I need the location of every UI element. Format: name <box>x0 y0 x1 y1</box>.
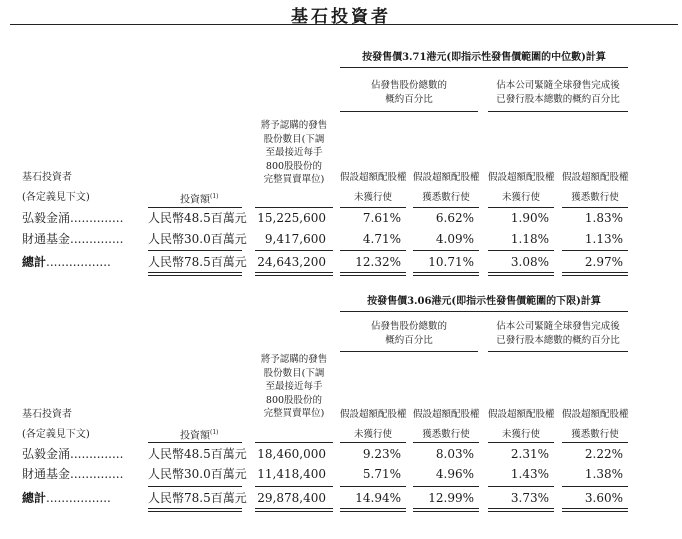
total-rule-c4 <box>562 486 628 487</box>
total-pct-total-fully-exercised: 3.60% <box>584 491 623 505</box>
section-heading-rule <box>340 311 628 312</box>
pct-offer-fully-exercised: 4.96% <box>435 467 474 481</box>
title-rule <box>10 24 678 25</box>
col-not-exercised-total: 假設超額配股權 未獲行使 <box>488 409 555 440</box>
investor-header: 基石投資者 (各定義見下文) <box>22 172 90 203</box>
total-shares: 29,878,400 <box>257 491 326 505</box>
header-rule-amount <box>148 207 242 208</box>
investment-amount: 人民幣30.0百萬元 <box>148 232 247 246</box>
double-rule-c3 <box>488 508 554 512</box>
investor-header: 基石投資者 (各定義見下文) <box>22 409 90 440</box>
total-amount: 人民幣78.5百萬元 <box>148 491 247 505</box>
total-pct-total-not-exercised: 3.08% <box>510 255 549 269</box>
shares-count: 18,460,000 <box>257 447 326 461</box>
double-rule-c2 <box>413 508 479 512</box>
total-rule-shares <box>255 250 333 251</box>
total-pct-offer-not-exercised: 12.32% <box>355 255 401 269</box>
amount-header: 投資額$^{(1)}$ <box>180 429 219 442</box>
pct-total-not-exercised: 1.18% <box>510 232 549 246</box>
col-fully-exercised-offer: 假設超額配股權 獲悉數行使 <box>413 172 480 203</box>
total-rule-amount <box>148 250 242 251</box>
shares-count: 11,418,400 <box>257 467 326 481</box>
section-heading: 按發售價3.06港元(即指示性發售價範圍的下限)計算 <box>367 296 601 307</box>
col-not-exercised-offer: 假設超額配股權 未獲行使 <box>340 409 407 440</box>
double-rule-amount <box>148 508 242 512</box>
total-label: 總計................. <box>22 491 111 505</box>
pct-total-not-exercised: 1.90% <box>510 211 549 225</box>
header-rule-c4 <box>562 442 628 443</box>
double-rule-c4 <box>562 508 628 512</box>
col-fully-exercised-offer: 假設超額配股權 獲悉數行使 <box>413 409 480 440</box>
total-pct-offer-fully-exercised: 10.71% <box>428 255 474 269</box>
total-pct-offer-fully-exercised: 12.99% <box>428 491 474 505</box>
col-fully-exercised-total: 假設超額配股權 獲悉數行使 <box>562 409 629 440</box>
total-rule-amount <box>148 486 242 487</box>
double-rule-shares <box>255 508 333 512</box>
shares-header: 將予認購的發售 股份數目(下調 至最接近每手 800股股份的 完整買賣單位) <box>260 354 328 419</box>
double-rule-c2 <box>413 272 479 276</box>
header-rule-c1 <box>340 207 406 208</box>
double-rule-shares <box>255 272 333 276</box>
pct-offer-not-exercised: 9.23% <box>362 447 401 461</box>
pct-offer-not-exercised: 5.71% <box>362 467 401 481</box>
col-fully-exercised-total: 假設超額配股權 獲悉數行使 <box>562 172 629 203</box>
total-pct-total-not-exercised: 3.73% <box>510 491 549 505</box>
total-pct-offer-not-exercised: 14.94% <box>355 491 401 505</box>
col-not-exercised-offer: 假設超額配股權 未獲行使 <box>340 172 407 203</box>
double-rule-amount <box>148 272 242 276</box>
total-amount: 人民幣78.5百萬元 <box>148 255 247 269</box>
header-rule-shares <box>255 207 333 208</box>
group-header-total: 佔本公司緊隨全球發售完成後 已發行股本總數的概約百分比 <box>496 321 620 346</box>
header-rule-amount <box>148 442 242 443</box>
shares-count: 9,417,600 <box>264 232 326 246</box>
investor-name: 財通基金.............. <box>22 467 124 481</box>
pct-total-fully-exercised: 2.22% <box>584 447 623 461</box>
header-rule-c2 <box>413 207 479 208</box>
total-rule-c2 <box>413 250 479 251</box>
double-rule-c1 <box>340 508 406 512</box>
pct-offer-fully-exercised: 8.03% <box>435 447 474 461</box>
pct-total-fully-exercised: 1.13% <box>584 232 623 246</box>
group-rule-offer <box>340 111 478 112</box>
double-rule-c1 <box>340 272 406 276</box>
pct-offer-fully-exercised: 6.62% <box>435 211 474 225</box>
investment-amount: 人民幣30.0百萬元 <box>148 467 247 481</box>
header-rule-c3 <box>488 207 554 208</box>
pct-total-fully-exercised: 1.83% <box>584 211 623 225</box>
page-title: 基石投資者 <box>291 7 391 27</box>
group-rule-total <box>488 111 628 112</box>
pct-offer-not-exercised: 4.71% <box>362 232 401 246</box>
investor-name: 弘毅金涌.............. <box>22 211 124 225</box>
shares-count: 15,225,600 <box>257 211 326 225</box>
header-rule-c2 <box>413 442 479 443</box>
group-rule-total <box>488 351 628 352</box>
pct-total-fully-exercised: 1.38% <box>584 467 623 481</box>
total-pct-total-fully-exercised: 2.97% <box>584 255 623 269</box>
total-rule-c3 <box>488 486 554 487</box>
total-rule-c2 <box>413 486 479 487</box>
group-header-total: 佔本公司緊隨全球發售完成後 已發行股本總數的概約百分比 <box>496 80 620 105</box>
amount-header: 投資額$^{(1)}$ <box>180 193 219 206</box>
section-heading-rule <box>340 67 628 68</box>
investor-name: 財通基金.............. <box>22 232 124 246</box>
total-rule-c1 <box>340 486 406 487</box>
pct-total-not-exercised: 1.43% <box>510 467 549 481</box>
header-rule-shares <box>255 442 333 443</box>
double-rule-c3 <box>488 272 554 276</box>
group-rule-offer <box>340 351 478 352</box>
investment-amount: 人民幣48.5百萬元 <box>148 211 247 225</box>
header-rule-c4 <box>562 207 628 208</box>
investment-amount: 人民幣48.5百萬元 <box>148 447 247 461</box>
group-header-offer: 佔發售股份總數的 概約百分比 <box>370 80 447 105</box>
pct-offer-fully-exercised: 4.09% <box>435 232 474 246</box>
pct-offer-not-exercised: 7.61% <box>362 211 401 225</box>
double-rule-c4 <box>562 272 628 276</box>
shares-header: 將予認購的發售 股份數目(下調 至最接近每手 800股股份的 完整買賣單位) <box>260 120 328 185</box>
total-rule-c1 <box>340 250 406 251</box>
total-rule-c3 <box>488 250 554 251</box>
group-header-offer: 佔發售股份總數的 概約百分比 <box>370 321 447 346</box>
pct-total-not-exercised: 2.31% <box>510 447 549 461</box>
header-rule-c1 <box>340 442 406 443</box>
investor-name: 弘毅金涌.............. <box>22 447 124 461</box>
col-not-exercised-total: 假設超額配股權 未獲行使 <box>488 172 555 203</box>
total-rule-c4 <box>562 250 628 251</box>
total-label: 總計................. <box>22 255 111 269</box>
total-rule-shares <box>255 486 333 487</box>
total-shares: 24,643,200 <box>257 255 326 269</box>
section-heading: 按發售價3.71港元(即指示性發售價範圍的中位數)計算 <box>362 52 606 63</box>
header-rule-c3 <box>488 442 554 443</box>
